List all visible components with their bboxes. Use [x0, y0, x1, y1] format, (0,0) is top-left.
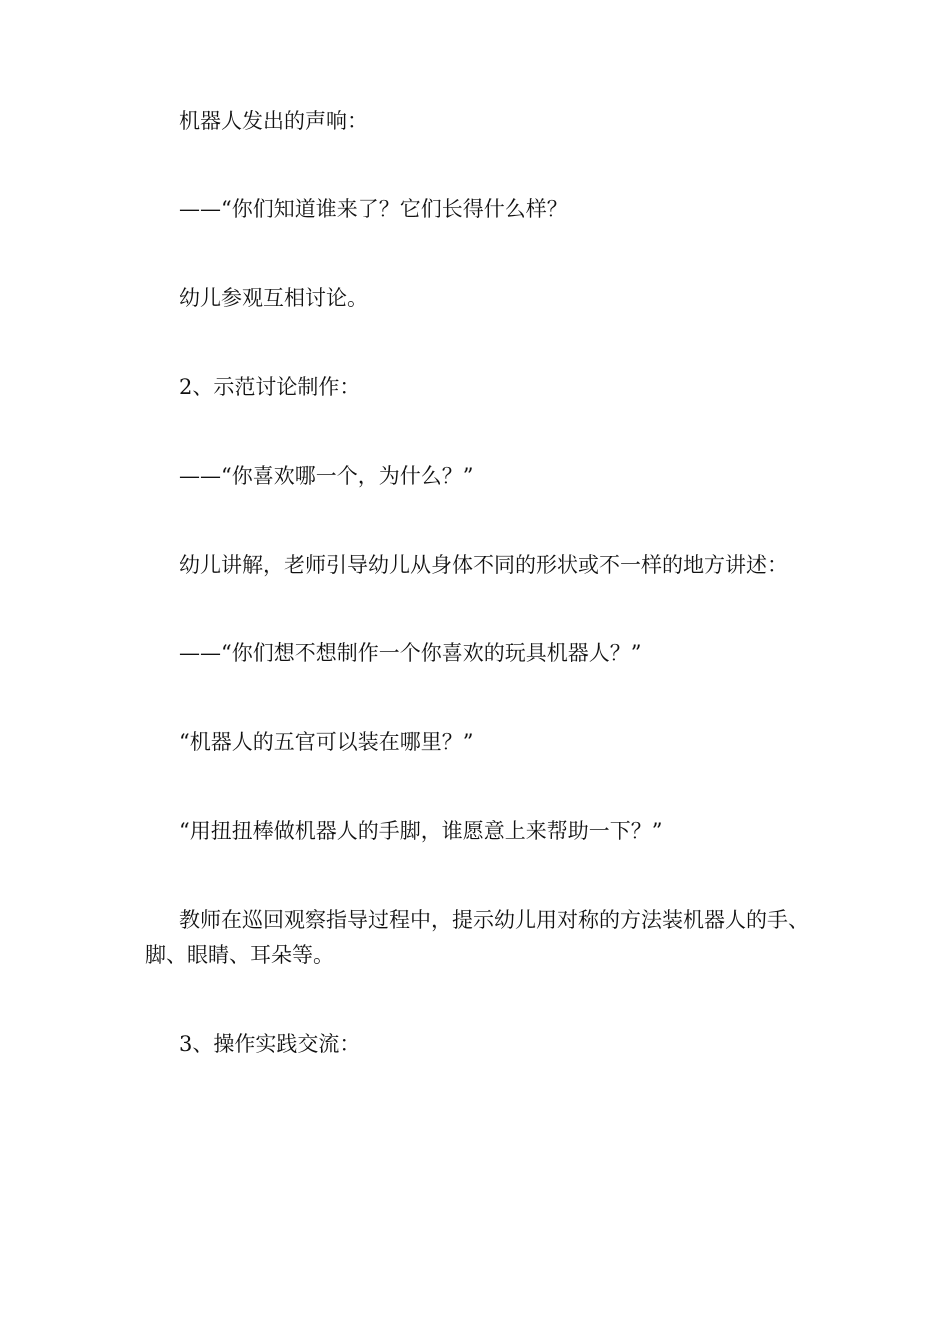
paragraph-make-robot: ——“你们想不想制作一个你喜欢的玩具机器人？” [179, 641, 642, 665]
paragraph-who-came: ——“你们知道谁来了？它们长得什么样？ [179, 197, 568, 221]
paragraph-children-explain: 幼儿讲解，老师引导幼儿从身体不同的形状或不一样的地方讲述： [179, 553, 788, 577]
section-heading-2: 2、示范讨论制作： [179, 375, 361, 399]
paragraph-facial-features: “机器人的五官可以装在哪里？” [179, 730, 474, 754]
paragraph-teacher-guidance: 教师在巡回观察指导过程中，提示幼儿用对称的方法装机器人的手、脚、眼睛、耳朵等。 [145, 908, 809, 967]
paragraph-robot-sound: 机器人发出的声响： [179, 109, 368, 133]
paragraph-children-discuss: 幼儿参观互相讨论。 [179, 286, 368, 310]
paragraph-pipe-cleaner: “用扭扭棒做机器人的手脚，谁愿意上来帮助一下？” [179, 819, 663, 843]
section-heading-3: 3、操作实践交流： [179, 1032, 361, 1056]
paragraph-which-one: ——“你喜欢哪一个，为什么？” [179, 464, 474, 488]
